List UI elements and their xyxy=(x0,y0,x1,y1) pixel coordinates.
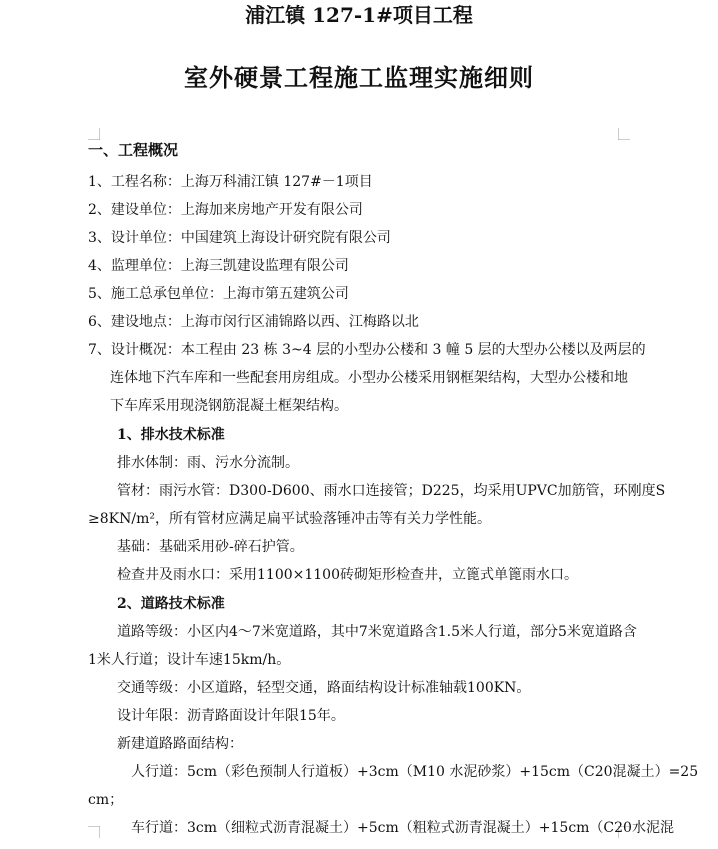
list-item: 4、监理单位：上海三凯建设监理有限公司 xyxy=(88,258,349,274)
crop-mark-icon xyxy=(88,128,100,140)
paragraph-line: 人行道：5cm（彩色预制人行道板）+3cm（M10 水泥砂浆）+15cm（C20混凝土）=25 xyxy=(131,764,699,780)
list-item: 6、建设地点：上海市闵行区浦锦路以西、江梅路以北 xyxy=(88,314,419,330)
section-heading: 一、工程概况 xyxy=(88,141,179,159)
subsection-heading: 2、道路技术标准 xyxy=(117,596,225,612)
paragraph-line: 管材：雨污水管：D300-D600、雨水口连接管；D225，均采用UPVC加筋管，环刚度S xyxy=(117,483,666,499)
paragraph-line: 设计年限：沥青路面设计年限15年。 xyxy=(117,708,345,724)
paragraph-line: 交通等级：小区道路，轻型交通，路面结构设计标准轴载100KN。 xyxy=(117,680,531,696)
document-title-line1: 浦江镇 127-1#项目工程 xyxy=(245,3,473,27)
list-item: 5、施工总承包单位：上海市第五建筑公司 xyxy=(88,286,349,302)
subsection-heading: 1、排水技术标准 xyxy=(117,427,225,443)
paragraph-line: 下车库采用现浇钢筋混凝土框架结构。 xyxy=(110,398,348,414)
paragraph-line: 检查井及雨水口：采用1100×1100砖砌矩形检查井，立篦式单篦雨水口。 xyxy=(117,567,578,583)
crop-mark-icon xyxy=(618,128,630,140)
paragraph-line: 1米人行道；设计车速15km/h。 xyxy=(88,652,291,668)
document-title: 室外硬景工程施工监理实施细则 xyxy=(184,63,534,92)
crop-mark-icon xyxy=(88,826,100,838)
paragraph-line: 连体地下汽车库和一些配套用房组成。小型办公楼采用钢框架结构，大型办公楼和地 xyxy=(110,370,628,386)
list-item: 7、设计概况：本工程由 23 栋 3~4 层的小型办公楼和 3 幢 5 层的大型办公楼以及两层的 xyxy=(88,342,646,358)
paragraph-line: 新建道路路面结构： xyxy=(117,736,243,752)
paragraph-line: 车行道：3cm（细粒式沥青混凝土）+5cm（粗粒式沥青混凝土）+15cm（C20水泥混 xyxy=(131,820,674,836)
list-item: 1、工程名称：上海万科浦江镇 127#－1项目 xyxy=(88,174,373,190)
paragraph-line: 排水体制：雨、污水分流制。 xyxy=(117,455,299,471)
list-item: 2、建设单位：上海加来房地产开发有限公司 xyxy=(88,202,363,218)
paragraph-line: 基础：基础采用砂-碎石护管。 xyxy=(117,539,304,555)
list-item: 3、设计单位：中国建筑上海设计研究院有限公司 xyxy=(88,230,391,246)
paragraph-line: 道路等级：小区内4～7米宽道路，其中7米宽道路含1.5米人行道，部分5米宽道路含 xyxy=(117,624,637,640)
paragraph-line: cm； xyxy=(88,792,124,808)
paragraph-line: ≥8KN/m²，所有管材应满足扁平试验落锤冲击等有关力学性能。 xyxy=(88,511,491,527)
